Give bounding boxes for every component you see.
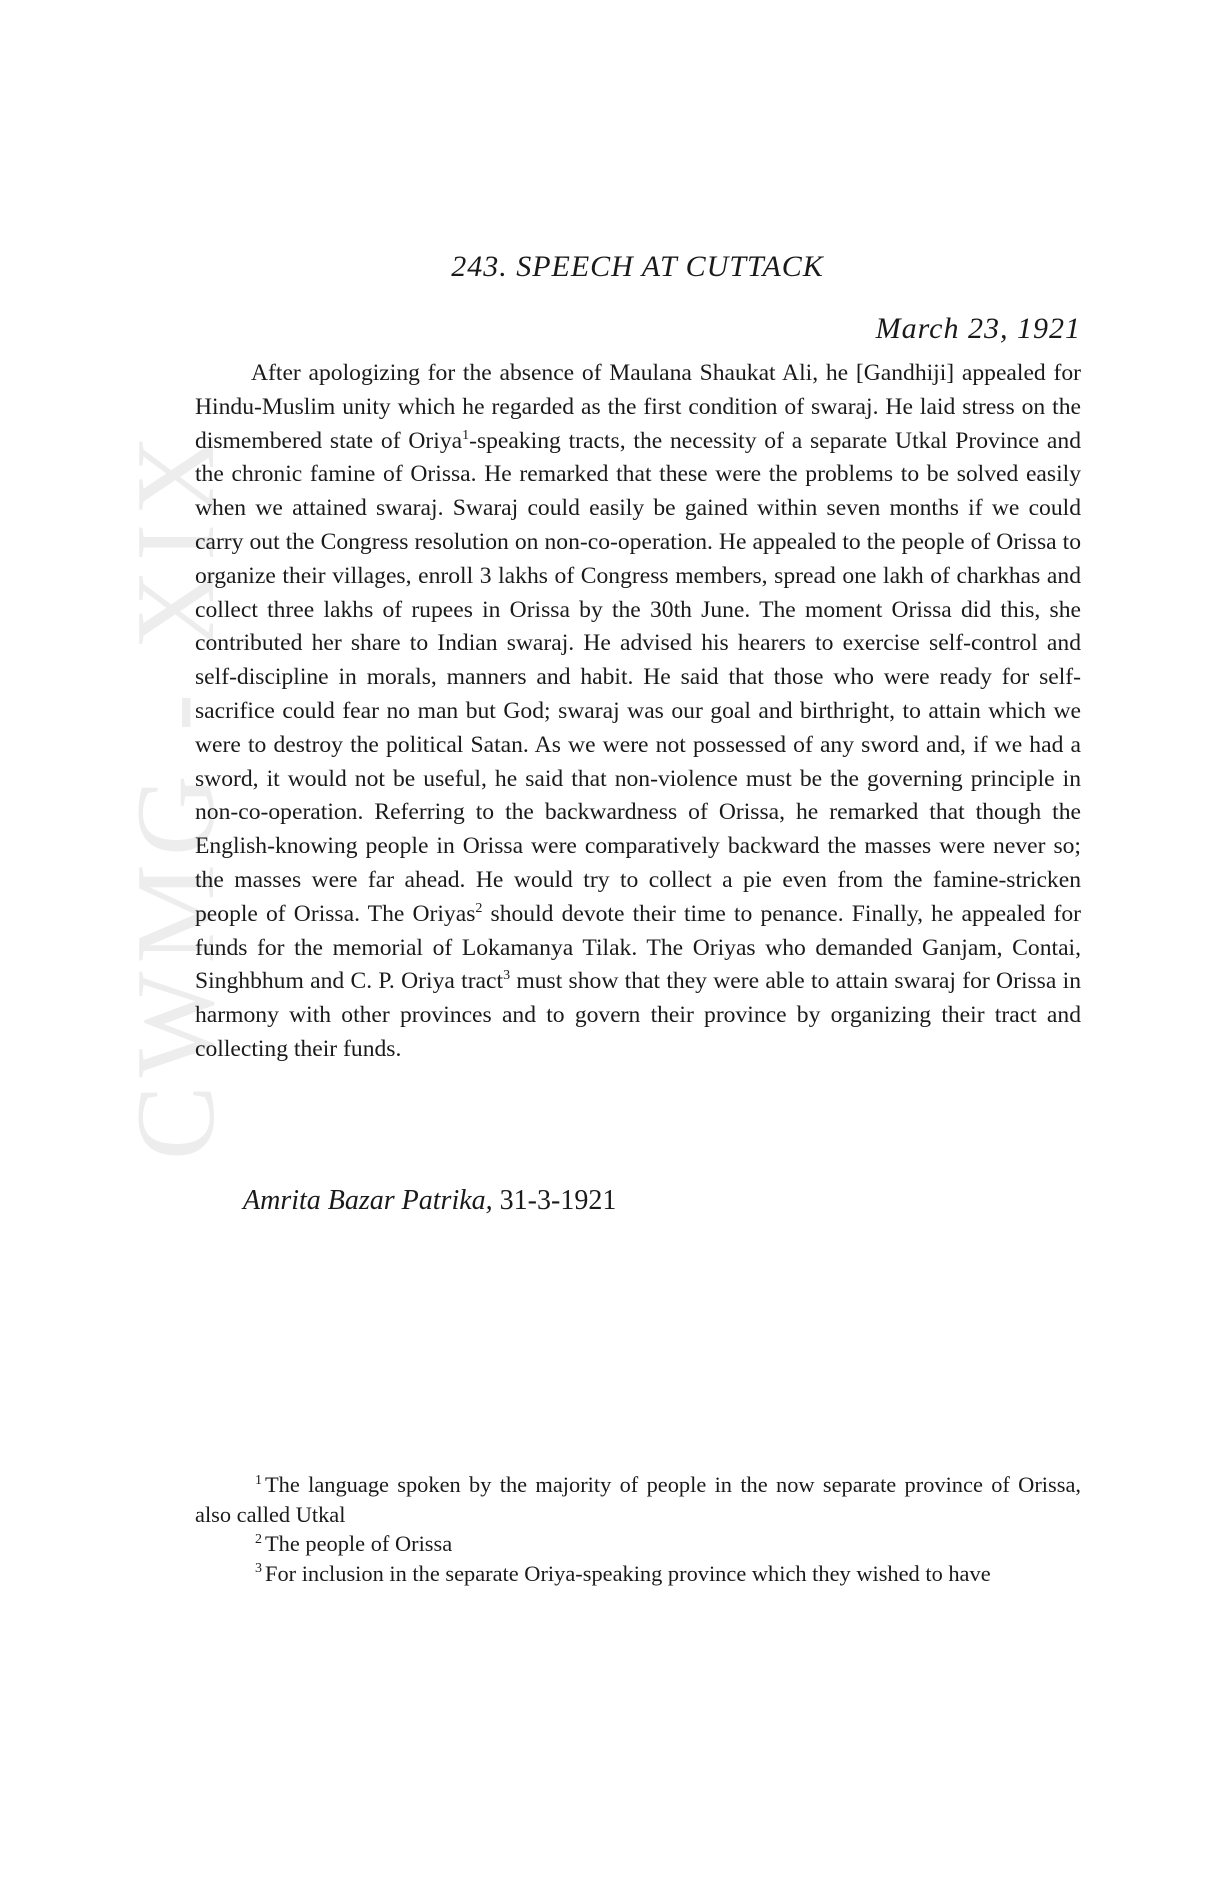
footnote-2 [195, 1529, 1081, 1559]
speech-paragraph [195, 357, 1081, 1067]
paragraph-text-2: -speaking tracts, the necessity of a separate Utkal Province and the chronic famine of Orissa. He remarked that these were the problems to be solved easily when we attained swaraj. Swaraj could easily be gained within seven months if we could carry out the Congress resolution on non-co-operation. He appealed to the people of Orissa to organize their villages, enroll 3 lakhs of Congress members, spread one lakh of charkhas and collect three lakhs of rupees in Orissa by the 30th June. The moment Orissa did this, she contributed her share to Indian swaraj. He advised his hearers to exercise self-control and self-discipline in morals, manners and habit. He said that those who were ready for self-sacrifice could fear no man but God; swaraj was our goal and birthright, to attain which we were to destroy the political Satan. As we were not possessed of any sword and, if we had a sword, it would not be useful, he said that non-violence must be the governing principle in non-co-operation. Referring to the backwardness of Orissa, he remarked that though the English-knowing people in Orissa were comparatively backward the masses were never so; the masses were far ahead. He would try to collect a pie even from the famine-stricken people of Orissa. The Oriyas [195, 427, 1081, 927]
footnote-number: 1 [255, 1472, 262, 1488]
footnote-1 [195, 1470, 1081, 1529]
source-date: 31-3-1921 [499, 1185, 617, 1216]
footnote-text: For inclusion in the separate Oriya-speaking province which they wished to have [265, 1560, 991, 1586]
document-date: March 23, 1921 [875, 312, 1081, 345]
paragraph-text-4: must show that they were able to attain swaraj for Orissa in harmony with other provinces and to govern their province by organizing their tract and collecting their funds. [195, 968, 1081, 1062]
footnote-ref-2[interactable]: 2 [475, 900, 483, 916]
paragraph-text-3: should devote their time to penance. Finally, he appealed for funds for the memorial of Lokamanya Tilak. The Oriyas who demanded Ganjam, Contai, Singhbhum and C. P. Oriya tract [195, 900, 1081, 995]
footnote-text: The language spoken by the majority of people in the now separate province of Orissa, also called Utkal [195, 1472, 1081, 1527]
source-paper: Amrita Bazar Patrika, [243, 1185, 493, 1216]
footnote-number: 3 [255, 1561, 262, 1577]
footnote-ref-1[interactable]: 1 [462, 427, 470, 443]
footnote-text: The people of Orissa [265, 1531, 453, 1557]
footnote-ref-3[interactable]: 3 [503, 968, 511, 984]
footnote-3 [195, 1559, 1081, 1589]
document-title: 243. SPEECH AT CUTTACK [451, 250, 824, 283]
watermark: CWMG - XIX [114, 426, 238, 1160]
paragraph-text-1: After apologizing for the absence of Maulana Shaukat Ali, he [Gandhiji] appealed for Hindu-Muslim unity which he regarded as the first condition of swaraj. He laid stress on the dismembered state of Oriya [195, 360, 1081, 454]
footnotes [195, 1470, 1081, 1588]
source-citation [243, 1185, 616, 1217]
footnote-number: 2 [255, 1531, 262, 1547]
